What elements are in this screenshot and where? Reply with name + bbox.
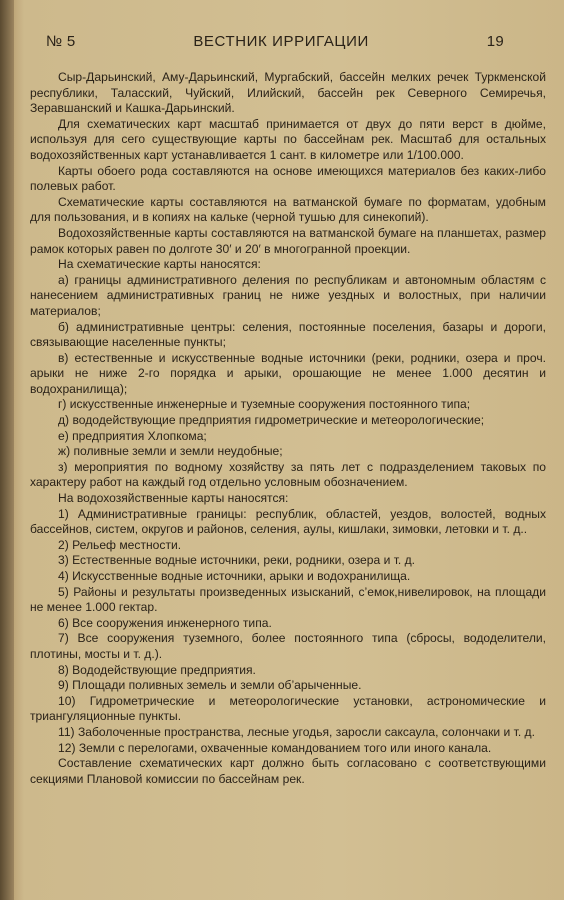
issue-number: № 5 xyxy=(46,33,76,50)
list-item: 10) Гидрометрические и метеорологические установки, астрономические и триангуляционные пункты. xyxy=(30,693,546,724)
list-item: е) предприятия Хлопкома; xyxy=(58,428,207,443)
list-item: 9) Площади поливных земель и земли об’арыченные. xyxy=(58,678,362,693)
schematic-map-list xyxy=(30,273,546,491)
list-item: 1) Административные границы: республик, областей, уездов, волостей, водных бассейнов, систем, округов и районов, селения, аулы, кишлаки, зимовки, летовки и т. д.. xyxy=(30,506,546,537)
list-item: 7) Все сооружения туземного, более постоянного типа (сбросы, вододелители, плотины, мосты и т. д.). xyxy=(30,631,546,661)
paragraph: На водохозяйственные карты наносятся: xyxy=(58,491,289,506)
page-body xyxy=(30,70,546,787)
list-item: а) границы административного деления по республикам и автономным областям с нанесением административных границ не ниже уездных и волостных, при наличии материалов; xyxy=(30,272,546,318)
list-item: 11) Заболоченные пространства, лесные угодья, заросли саксаула, солончаки и т. д. xyxy=(58,724,535,739)
paragraph: Схематические карты составляются на ватманской бумаге по форматам, удобным для пользования, и в копиях на кальке (черной тушью для синекопий). xyxy=(30,194,546,225)
paragraph: Водохозяйственные карты составляются на ватманской бумаге на планшетах, размер рамок которых равен по долготе 30′ и 20′ в многогранной проекции. xyxy=(30,225,546,256)
paragraph: Составление схематических карт должно быть согласовано с соответствующими секциями Плановой комиссии по бассейнам рек. xyxy=(30,756,546,786)
page-header xyxy=(46,33,504,50)
list-item: 8) Вододействующие предприятия. xyxy=(58,662,256,677)
page-number: 19 xyxy=(486,33,504,50)
list-item: б) административные центры: селения, постоянные поселения, базары и дороги, связывающие населенные пункты; xyxy=(30,319,546,350)
list-item: 5) Районы и результаты произведенных изысканий, с’емок,нивелировок, на площади не менее 1.000 гектар. xyxy=(30,584,546,615)
list-item: 2) Рельеф местности. xyxy=(58,537,182,552)
list-item: з) мероприятия по водному хозяйству за пять лет с подразделением таковых по характеру работ на каждый год отдельно условным обозначением. xyxy=(30,459,546,490)
paragraph: Для схематических карт масштаб принимается от двух до пяти верст в дюйме, используя для сего существующие карты по бассейнам рек. Масштаб для остальных водохозяйственных карт устанавливается 1 сант. в километре или 1/100.000. xyxy=(30,116,546,162)
list-item: г) искусственные инженерные и туземные сооружения постоянного типа; xyxy=(58,397,471,412)
water-map-list xyxy=(30,507,546,757)
journal-title: ВЕСТНИК ИРРИГАЦИИ xyxy=(193,33,369,50)
list-item: 6) Все сооружения инженерного типа. xyxy=(58,615,272,630)
paragraph: Карты обоего рода составляются на основе имеющихся материалов без каких-либо полевых работ. xyxy=(30,163,546,194)
list-item: 3) Естественные водные источники, реки, родники, озера и т. д. xyxy=(58,553,416,568)
list-item: 12) Земли с перелогами, охваченные командованием того или иного канала. xyxy=(58,740,492,755)
paragraph: На схематические карты наносятся: xyxy=(58,257,261,272)
list-item: ж) поливные земли и земли неудобные; xyxy=(58,444,283,459)
list-item: д) вододействующие предприятия гидрометрические и метеорологические; xyxy=(58,413,485,428)
paragraph: Сыр-Дарьинский, Аму-Дарьинский, Мургабский, бассейн мелких речек Туркменской республики, Таласский, Чуйский, Илийский, бассейн рек Северного Семиречья, Зеравшанский и Кашка-Дарьинский. xyxy=(30,70,546,116)
list-item: 4) Искусственные водные источники, арыки и водохранилища. xyxy=(58,569,411,583)
list-item: в) естественные и искусственные водные источники (реки, родники, озера и проч. арыки не ниже 2-го порядка и арыки, орошающие не менее 1.000 десятин и водохранилища); xyxy=(30,350,546,396)
